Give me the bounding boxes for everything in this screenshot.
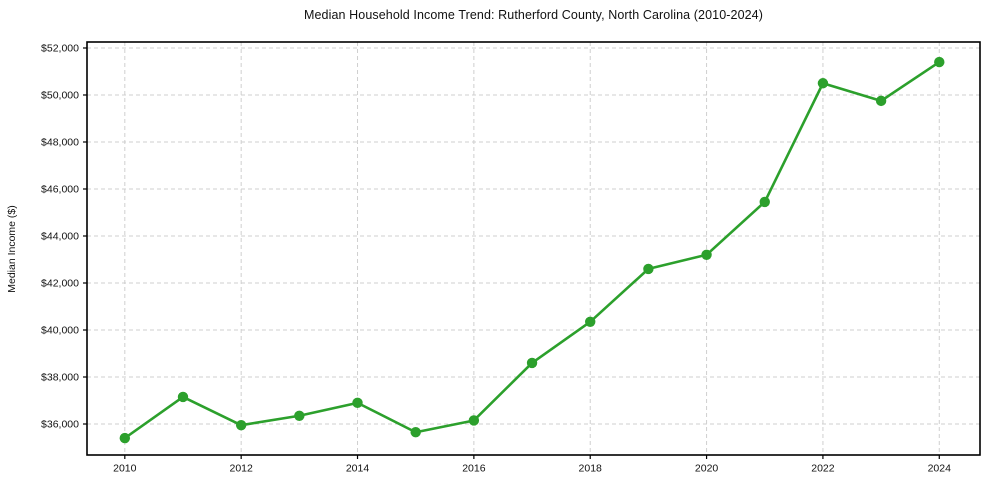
plot-border: [87, 42, 980, 455]
income-trend-line: [125, 62, 939, 438]
y-tick-label: $36,000: [41, 418, 79, 431]
x-tick-label: 2022: [811, 462, 835, 475]
x-tick-label: 2016: [462, 462, 486, 475]
x-tick-label: 2012: [229, 462, 253, 475]
x-tick-label: 2010: [113, 462, 137, 475]
data-point-2012: [236, 420, 246, 430]
y-tick-label: $48,000: [41, 136, 79, 149]
y-tick-label: $44,000: [41, 230, 79, 243]
data-point-2024: [934, 57, 944, 67]
data-point-2022: [818, 78, 828, 88]
y-tick-label: $40,000: [41, 324, 79, 337]
data-point-2016: [469, 415, 479, 425]
y-axis-title: Median Income ($): [6, 205, 18, 293]
data-point-2023: [876, 96, 886, 106]
data-point-2017: [527, 358, 537, 368]
y-tick-label: $46,000: [41, 183, 79, 196]
data-point-2015: [410, 427, 420, 437]
x-tick-label: 2014: [345, 462, 370, 475]
data-point-2013: [294, 411, 304, 421]
x-tick-label: 2024: [927, 462, 951, 475]
y-tick-label: $42,000: [41, 277, 79, 290]
chart-title: Median Household Income Trend: Rutherford County, North Carolina (2010-2024): [303, 8, 763, 22]
data-point-2014: [352, 398, 362, 408]
x-tick-label: 2018: [578, 462, 602, 475]
data-point-2019: [643, 264, 653, 274]
x-tick-label: 2020: [694, 462, 719, 475]
y-tick-label: $50,000: [41, 89, 79, 102]
data-point-2021: [760, 197, 770, 207]
data-point-2018: [585, 317, 595, 327]
y-tick-label: $52,000: [41, 42, 79, 55]
data-point-2010: [120, 433, 130, 443]
data-point-2020: [701, 250, 711, 260]
data-point-2011: [178, 392, 188, 402]
y-tick-label: $38,000: [41, 371, 79, 384]
